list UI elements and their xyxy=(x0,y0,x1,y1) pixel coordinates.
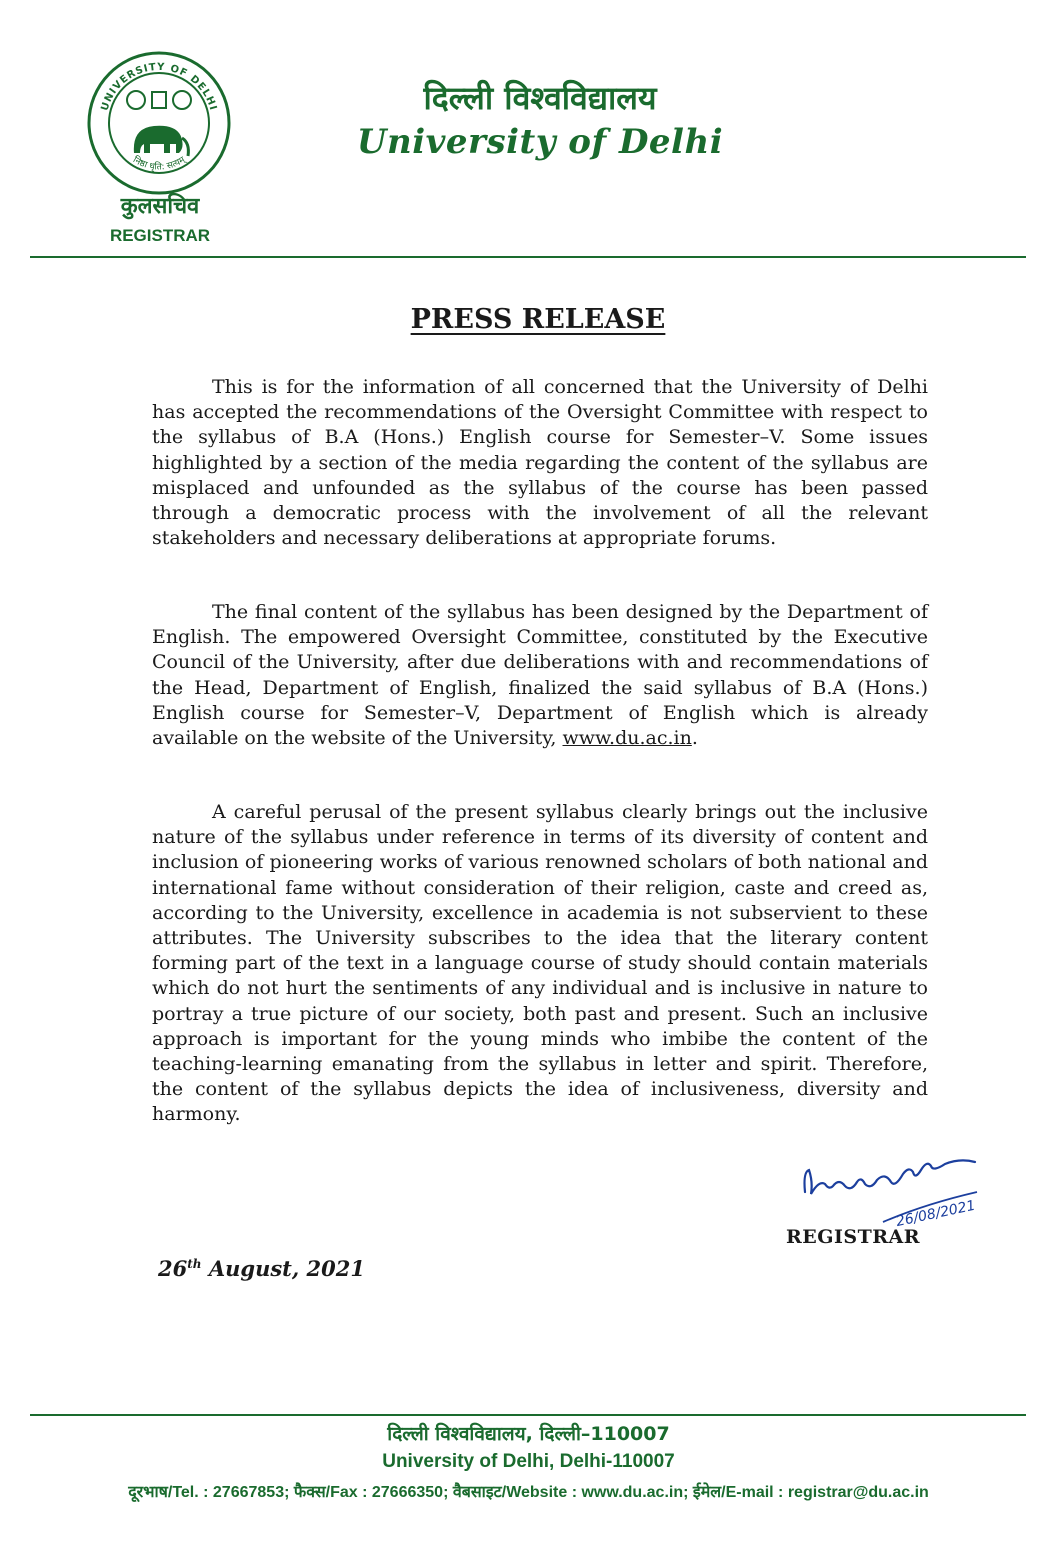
signature-date: 26/08/2021 xyxy=(894,1197,977,1231)
date-suffix: th xyxy=(187,1257,202,1271)
paragraph-2-end: . xyxy=(691,727,698,750)
university-name-hindi: दिल्ली विश्वविद्यालय xyxy=(423,79,657,117)
university-name-english: University of Delhi xyxy=(356,122,724,162)
footer-contact-line: दूरभाष/Tel. : 27667853; फैक्स/Fax : 27666350; वैबसाइट/Website : www.du.ac.in; ईमेल/E-mail : registrar@du.ac.in xyxy=(128,1484,929,1501)
header-divider xyxy=(30,256,1026,258)
svg-text:UNIVERSITY OF DELHI xyxy=(100,62,219,112)
emblem-motto: निष्ठा धृति: सत्यम् xyxy=(131,155,187,173)
date-rest: August, 2021 xyxy=(201,1256,365,1281)
footer-divider xyxy=(30,1414,1026,1416)
paragraph-2 xyxy=(152,600,928,751)
footer-address-hindi: दिल्ली विश्वविद्यालय, दिल्ली–110007 xyxy=(387,1423,670,1445)
university-emblem-logo xyxy=(84,48,234,198)
registrar-signature xyxy=(795,1152,985,1232)
website-link[interactable]: www.du.ac.in xyxy=(562,727,692,750)
footer-address-english: University of Delhi, Delhi-110007 xyxy=(382,1451,675,1472)
office-title-hindi: कुलसचिव xyxy=(120,194,200,219)
emblem-text-top: UNIVERSITY OF DELHI xyxy=(99,61,219,113)
document-title: PRESS RELEASE xyxy=(410,304,666,335)
paragraph-3: A careful perusal of the present syllabus clearly brings out the inclusive nature of the syllabus under reference in terms of its diversity of content and inclusion of pioneering works of various renowned scholars of both national and international fame without consideration of their religion, caste and creed as, according to the University, excellence in academia is not subservient to these attributes. The University subscribes to the idea that the literary content forming part of the text in a language course of study should contain materials which do not hurt the sentiments of any individual and is inclusive in nature to portray a true picture of our society, both past and present. Such an inclusive approach is important for the young minds who imbibe the content of the teaching-learning emanating from the syllabus in letter and spirit. Therefore, the content of the syllabus depicts the idea of inclusiveness, diversity and harmony. xyxy=(152,801,928,1126)
release-date xyxy=(158,1256,365,1281)
paragraph-2-text: The final content of the syllabus has been designed by the Department of English. The empowered Oversight Committee, constituted by the Executive Council of the University, after due deliberations with and recommendations of the Head, Department of English, finalized the said syllabus of B.A (Hons.) English course for Semester–V, Department of English which is already available on the website of the University, xyxy=(152,601,928,750)
signatory-title: REGISTRAR xyxy=(786,1226,921,1248)
date-day: 26 xyxy=(158,1256,188,1281)
office-title-english: REGISTRAR xyxy=(109,226,211,245)
paragraph-1: This is for the information of all concerned that the University of Delhi has accepted the recommendations of the Oversight Committee with respect to the syllabus of B.A (Hons.) English course for Semester–V. Some issues highlighted by a section of the media regarding the content of the syllabus are misplaced and unfounded as the syllabus of the course has been passed through a democratic process with the involvement of all the relevant stakeholders and necessary deliberations at appropriate forums. xyxy=(152,376,928,550)
